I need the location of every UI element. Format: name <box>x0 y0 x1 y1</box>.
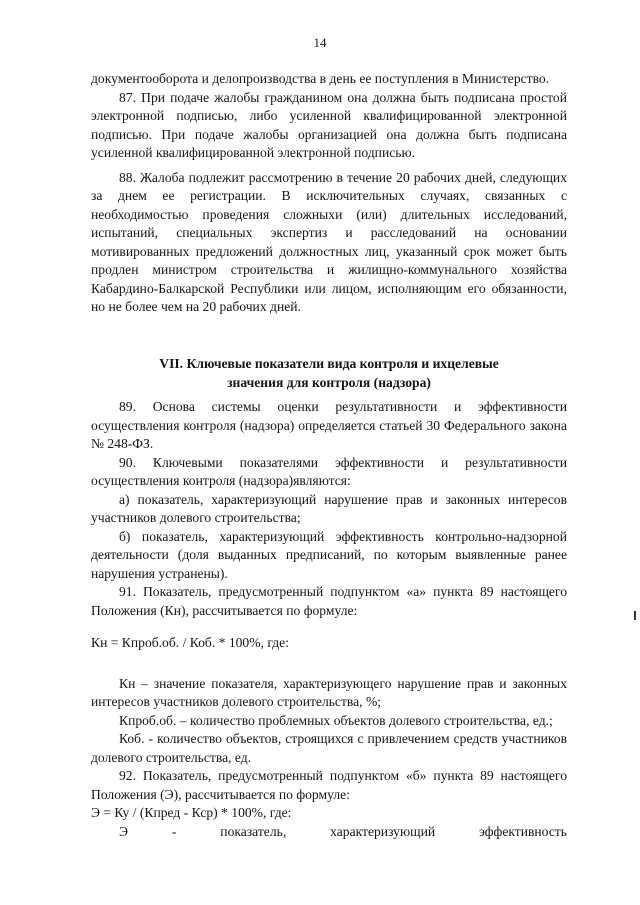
paragraph-89: 89. Основа системы оценки результативности и эффективности осуществления контроля (надзора) определяется статьей 30 Федерального закона № 248-ФЗ. <box>91 399 567 451</box>
definition-kob: Коб. - количество объектов, строящихся с привлечением средств участников долевого строительства, ед. <box>91 731 567 765</box>
definition-e: Э - показатель, характеризующий эффективность <box>119 823 567 839</box>
paragraph-88: 88. Жалоба подлежит рассмотрению в течение 20 рабочих дней, следующих за днем ее регистрации. В исключительных случаях, связанных с необходимостью проведения сложныхи (или) длительных исследований, испытаний, специальных экспертиз и расследований на основании мотивированных предложений должностных лиц, указанный срок может быть продлен министром строительства и жилищно-коммунального хозяйства Кабардино-Балкарской Республики или лицом, исполняющим его обязанности, но не более чем на 20 рабочих дней. <box>91 169 567 314</box>
document-body <box>91 70 567 317</box>
paragraph-continuation: документооборота и делопроизводства в день ее поступления в Министерство. <box>91 71 550 86</box>
section-title-line-1: VII. Ключевые показатели вида контроля и ихцелевые <box>159 356 499 371</box>
section-title-line-2: значения для контроля (надзора) <box>227 374 431 390</box>
definition-kprob: Кпроб.об. – количество проблемных объектов долевого строительства, ед.; <box>119 712 553 728</box>
definition-kn: Кн – значение показателя, характеризующего нарушение прав и законных интересов участников долевого строительства, %; <box>91 675 567 709</box>
paragraph-92: 92. Показатель, предусмотренный подпунктом «б» пункта 89 настоящего Положения (Э), рассчитывается по формуле: <box>91 768 567 802</box>
paragraph-90b: б) показатель, характеризующий эффективность контрольно-надзорной деятельности (доля выданных предписаний, по которым выявленные ранее нарушения устранены). <box>91 528 567 581</box>
formula-kn: Кн = Кпроб.об. / Коб. * 100%, где: <box>91 635 289 650</box>
formula-e: Э = Ку / (Кпред - Кср) * 100%, где: <box>91 805 292 820</box>
section-vii <box>91 355 567 841</box>
paragraph-91: 91. Показатель, предусмотренный подпунктом «а» пункта 89 настоящего Положения (Кн), рассчитывается по формуле: <box>91 584 567 618</box>
scan-edge-mark <box>634 611 636 620</box>
paragraph-87: 87. При подаче жалобы гражданином она должна быть подписана простой электронной подписью, либо усиленной квалифицированной электронной подписью. При подаче жалобы организацией она должна быть подписана усиленной квалифицированной электронной подписью. <box>91 89 567 160</box>
paragraph-90: 90. Ключевыми показателями эффективности и результативности осуществления контроля (надзора)являются: <box>91 454 567 488</box>
page-number: 14 <box>313 35 327 50</box>
paragraph-90a: а) показатель, характеризующий нарушение прав и законных интересов участников долевого строительства; <box>91 491 567 525</box>
